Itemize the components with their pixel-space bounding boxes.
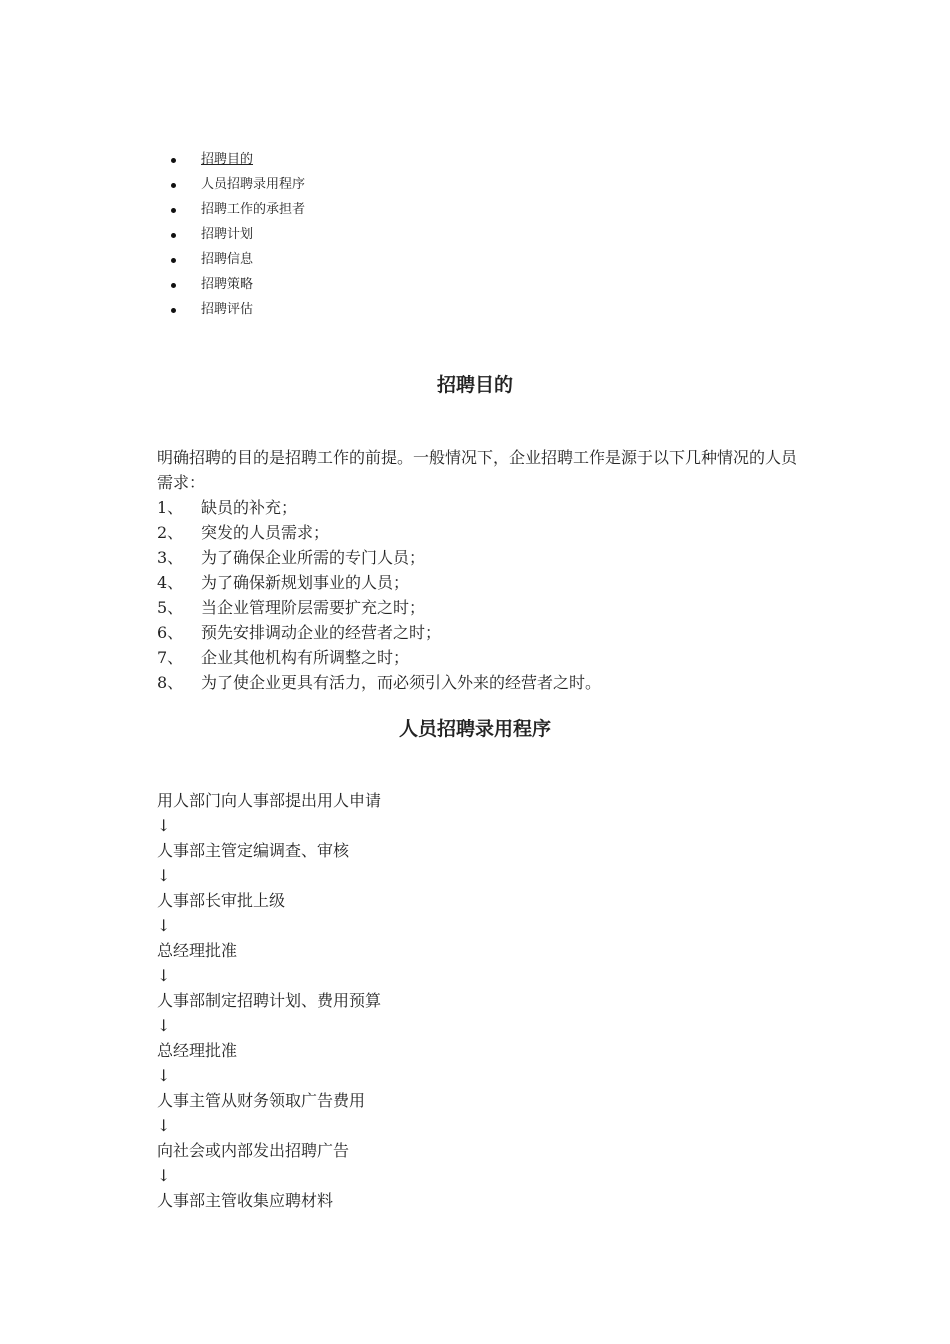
section-heading-procedure: 人员招聘录用程序	[398, 718, 551, 740]
flow-step: 人事部主管收集应聘材料	[157, 1191, 334, 1210]
intro-paragraph: 明确招聘的目的是招聘工作的前提。一般情况下，企业招聘工作是源于以下几种情况的人员需求：	[157, 448, 798, 492]
list-text: 突发的人员需求；	[201, 523, 330, 542]
down-arrow-icon: ↓	[157, 1166, 171, 1185]
list-number: 2、	[157, 523, 184, 542]
list-number: 4、	[157, 573, 184, 592]
toc-link-hiring-procedure[interactable]: 人员招聘录用程序	[201, 177, 306, 192]
list-item	[157, 595, 601, 620]
flow-step: 人事部制定招聘计划、费用预算	[157, 991, 382, 1010]
list-number: 6、	[157, 623, 184, 642]
list-text: 预先安排调动企业的经营者之时；	[201, 623, 442, 642]
bullet-icon	[171, 258, 176, 263]
list-text: 当企业管理阶层需要扩充之时；	[201, 598, 426, 617]
needs-list	[157, 495, 601, 695]
list-text: 缺员的补充；	[201, 498, 298, 517]
bullet-icon	[171, 158, 176, 163]
down-arrow-icon: ↓	[157, 916, 171, 935]
down-arrow-icon: ↓	[157, 866, 171, 885]
flow-step: 人事部主管定编调查、审核	[157, 841, 350, 860]
table-of-contents	[0, 150, 305, 325]
toc-item	[0, 225, 305, 250]
flow-step: 人事主管从财务领取广告费用	[157, 1091, 366, 1110]
procedure-flow	[157, 788, 381, 1213]
toc-link-recruitment-info[interactable]: 招聘信息	[201, 252, 254, 267]
toc-item	[0, 175, 305, 200]
down-arrow-icon: ↓	[157, 966, 171, 985]
bullet-icon	[171, 233, 176, 238]
list-number: 3、	[157, 548, 184, 567]
down-arrow-icon: ↓	[157, 816, 171, 835]
flow-step: 总经理批准	[157, 1041, 238, 1060]
toc-link-recruitment-plan[interactable]: 招聘计划	[201, 227, 254, 242]
list-number: 1、	[157, 498, 184, 517]
flow-step: 人事部长审批上级	[157, 891, 286, 910]
toc-item	[0, 250, 305, 275]
toc-link-recruitment-strategy[interactable]: 招聘策略	[201, 277, 254, 292]
toc-item	[0, 200, 305, 225]
bullet-icon	[171, 208, 176, 213]
toc-item	[0, 300, 305, 325]
section-heading-purpose: 招聘目的	[436, 374, 513, 396]
bullet-icon	[171, 183, 176, 188]
list-text: 为了使企业更具有活力，而必须引入外来的经营者之时。	[201, 673, 602, 692]
list-item	[157, 520, 601, 545]
flow-step: 总经理批准	[157, 941, 238, 960]
list-number: 5、	[157, 598, 184, 617]
down-arrow-icon: ↓	[157, 1066, 171, 1085]
list-number: 8、	[157, 673, 184, 692]
list-item	[157, 495, 601, 520]
list-text: 企业其他机构有所调整之时；	[201, 648, 410, 667]
list-item	[157, 670, 601, 695]
toc-item	[0, 275, 305, 300]
flow-step: 用人部门向人事部提出用人申请	[157, 791, 382, 810]
bullet-icon	[171, 283, 176, 288]
toc-item	[0, 150, 305, 175]
list-text: 为了确保企业所需的专门人员；	[201, 548, 426, 567]
down-arrow-icon: ↓	[157, 1116, 171, 1135]
list-number: 7、	[157, 648, 184, 667]
list-item	[157, 545, 601, 570]
bullet-icon	[171, 308, 176, 313]
down-arrow-icon: ↓	[157, 1016, 171, 1035]
toc-link-recruitment-purpose[interactable]: 招聘目的	[201, 152, 254, 167]
flow-step: 向社会或内部发出招聘广告	[157, 1141, 350, 1160]
toc-link-recruitment-evaluation[interactable]: 招聘评估	[201, 302, 254, 317]
list-text: 为了确保新规划事业的人员；	[201, 573, 410, 592]
list-item	[157, 620, 601, 645]
list-item	[157, 645, 601, 670]
toc-link-recruitment-bearer[interactable]: 招聘工作的承担者	[201, 202, 306, 217]
list-item	[157, 570, 601, 595]
